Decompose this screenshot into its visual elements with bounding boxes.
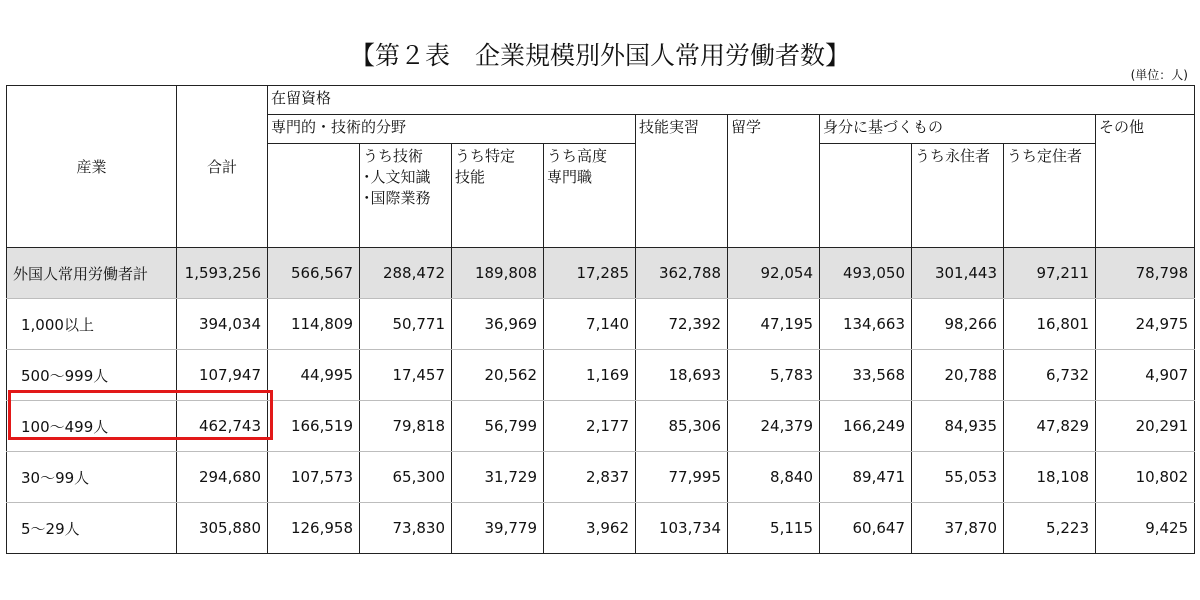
- table-cell: 18,693: [636, 350, 728, 401]
- table-cell: 6,732: [1004, 350, 1096, 401]
- table-cell: 37,870: [912, 503, 1004, 554]
- table-cell: 5,223: [1004, 503, 1096, 554]
- row-label: 外国人常用労働者計: [7, 248, 177, 299]
- table-cell: 301,443: [912, 248, 1004, 299]
- header-specialized: 専門的・技術的分野: [268, 115, 636, 144]
- table-cell: 47,195: [728, 299, 820, 350]
- table-cell: 20,788: [912, 350, 1004, 401]
- table-cell: 362,788: [636, 248, 728, 299]
- table-row: [7, 248, 1195, 299]
- header-specified-skill: うち特定 技能: [452, 144, 544, 248]
- table-cell: 18,108: [1004, 452, 1096, 503]
- table-cell: 2,837: [544, 452, 636, 503]
- table-cell: 84,935: [912, 401, 1004, 452]
- table-cell: 7,140: [544, 299, 636, 350]
- header-identity-blank: [820, 144, 912, 248]
- row-label: 500～999人: [7, 350, 177, 401]
- table-cell: 16,801: [1004, 299, 1096, 350]
- table-cell: 47,829: [1004, 401, 1096, 452]
- table-cell: 4,907: [1096, 350, 1195, 401]
- row-label: 1,000以上: [7, 299, 177, 350]
- table-cell: 493,050: [820, 248, 912, 299]
- table-row: [7, 299, 1195, 350]
- header-long-term-resident: うち定住者: [1004, 144, 1096, 248]
- table-row: [7, 503, 1195, 554]
- table-cell: 31,729: [452, 452, 544, 503]
- table-cell: 56,799: [452, 401, 544, 452]
- table-cell: 17,457: [360, 350, 452, 401]
- table-cell: 288,472: [360, 248, 452, 299]
- header-identity: 身分に基づくもの: [820, 115, 1096, 144]
- table-cell: 24,379: [728, 401, 820, 452]
- table-cell: 189,808: [452, 248, 544, 299]
- table-cell: 134,663: [820, 299, 912, 350]
- table-title: 【第２表 企業規模別外国人常用労働者数】: [349, 41, 850, 70]
- table-cell: 97,211: [1004, 248, 1096, 299]
- header-trainee: 技能実習: [636, 115, 728, 248]
- table-cell: 33,568: [820, 350, 912, 401]
- header-permanent-resident: うち永住者: [912, 144, 1004, 248]
- table-cell: 294,680: [177, 452, 268, 503]
- header-specialized-blank: [268, 144, 360, 248]
- table-cell: 166,519: [268, 401, 360, 452]
- table-cell: 77,995: [636, 452, 728, 503]
- unit-label: (単位：人): [1130, 68, 1188, 82]
- table-cell: 114,809: [268, 299, 360, 350]
- table-cell: 79,818: [360, 401, 452, 452]
- table-cell: 107,947: [177, 350, 268, 401]
- table-cell: 8,840: [728, 452, 820, 503]
- table-cell: 107,573: [268, 452, 360, 503]
- table-cell: 5,783: [728, 350, 820, 401]
- table-cell: 1,169: [544, 350, 636, 401]
- row-label: 30～99人: [7, 452, 177, 503]
- table-row: [7, 350, 1195, 401]
- header-highly-skilled: うち高度 専門職: [544, 144, 636, 248]
- table-cell: 10,802: [1096, 452, 1195, 503]
- table-cell: 5,115: [728, 503, 820, 554]
- table-cell: 98,266: [912, 299, 1004, 350]
- table-cell: 1,593,256: [177, 248, 268, 299]
- row-label: 5～29人: [7, 503, 177, 554]
- table-cell: 103,734: [636, 503, 728, 554]
- table-cell: 17,285: [544, 248, 636, 299]
- table-row: [7, 452, 1195, 503]
- table-cell: 566,567: [268, 248, 360, 299]
- header-total: 合計: [177, 86, 268, 248]
- table-cell: 462,743: [177, 401, 268, 452]
- table-cell: 78,798: [1096, 248, 1195, 299]
- table-cell: 36,969: [452, 299, 544, 350]
- table-cell: 24,975: [1096, 299, 1195, 350]
- table-cell: 85,306: [636, 401, 728, 452]
- table-cell: 20,291: [1096, 401, 1195, 452]
- table-cell: 166,249: [820, 401, 912, 452]
- table-row: [7, 401, 1195, 452]
- table-cell: 39,779: [452, 503, 544, 554]
- table-cell: 55,053: [912, 452, 1004, 503]
- table-cell: 50,771: [360, 299, 452, 350]
- table-cell: 92,054: [728, 248, 820, 299]
- header-engineer-humanities: うち技術 ･人文知識 ･国際業務: [360, 144, 452, 248]
- table-cell: 305,880: [177, 503, 268, 554]
- table-cell: 60,647: [820, 503, 912, 554]
- header-industry: 産業: [7, 86, 177, 248]
- foreign-workers-table: [6, 85, 1195, 554]
- table-cell: 73,830: [360, 503, 452, 554]
- row-label: 100～499人: [7, 401, 177, 452]
- table-cell: 9,425: [1096, 503, 1195, 554]
- table-cell: 65,300: [360, 452, 452, 503]
- header-residence-status: 在留資格: [268, 86, 1195, 115]
- table-cell: 2,177: [544, 401, 636, 452]
- table-cell: 126,958: [268, 503, 360, 554]
- table-cell: 72,392: [636, 299, 728, 350]
- table-cell: 3,962: [544, 503, 636, 554]
- header-student: 留学: [728, 115, 820, 248]
- table-cell: 44,995: [268, 350, 360, 401]
- table-cell: 20,562: [452, 350, 544, 401]
- table-cell: 89,471: [820, 452, 912, 503]
- header-other: その他: [1096, 115, 1195, 248]
- table-cell: 394,034: [177, 299, 268, 350]
